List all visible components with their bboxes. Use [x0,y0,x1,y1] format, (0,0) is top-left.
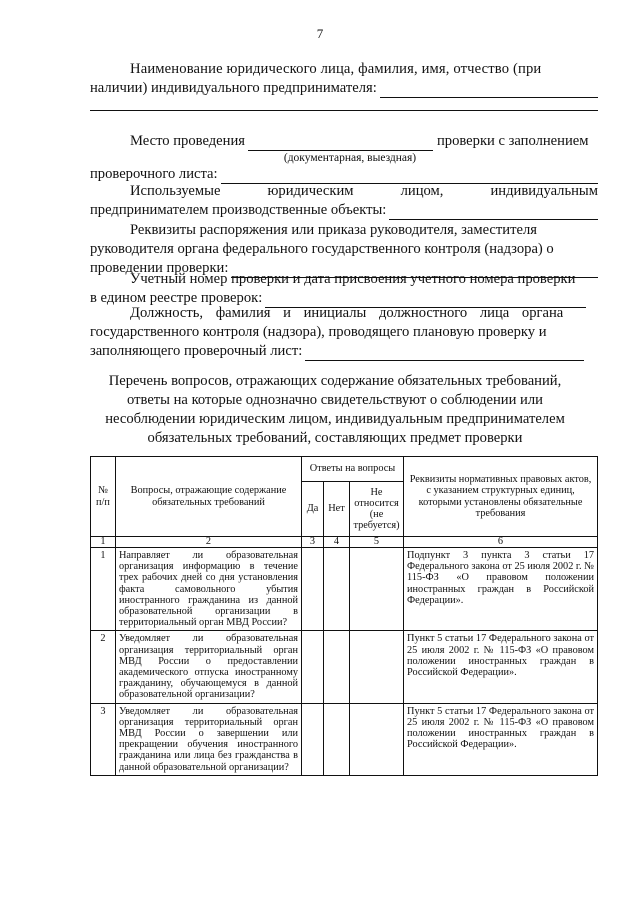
order-line3: проведении проверки: [90,259,598,278]
row-number: 2 [91,631,116,703]
entity-name-field-continuation[interactable] [90,98,598,111]
table-header-row [91,457,598,482]
column-index-row: 1 2 3 4 5 6 [91,537,598,548]
header-not-applicable: Не относится (не требуется) [350,482,404,537]
official-line3: заполняющего проверочный лист: [90,342,598,361]
answer-na-cell[interactable] [350,548,404,631]
order-line1: Реквизиты распоряжения или приказа руководителя, заместителя [130,222,537,238]
entity-name-label-line1 [90,60,598,79]
entity-name-label: Наименование юридического лица, фамилия, имя, отчество (при [130,61,542,77]
answer-yes-cell[interactable] [302,548,324,631]
row-requisite: Пункт 5 статьи 17 Федерального закона от 25 июля 2002 г. № 115-ФЗ «О правовом положении иностранных граждан в Российской Федерации». [404,703,598,775]
entity-name-field[interactable] [380,83,598,98]
objects-field[interactable] [389,205,598,220]
record-line1: Учетный номер проверки и дата присвоения учетного номера проверки [130,271,576,287]
answer-yes-cell[interactable] [302,631,324,703]
header-no: Нет [324,482,350,537]
venue-field[interactable] [248,136,433,151]
page-number: 7 [316,26,324,41]
header-questions: Вопросы, отражающие содержание обязательных требований [116,457,302,537]
header-num: № п/п [91,457,116,537]
header-requisites: Реквизиты нормативных правовых актов, с указанием структурных единиц, которыми установлены обязательные требования [404,457,598,537]
row-number: 1 [91,548,116,631]
venue-caption: (документарная, выездная) [283,152,417,164]
answer-na-cell[interactable] [350,703,404,775]
row-question: Направляет ли образовательная организация информацию в течение трех рабочих дней со дня установления факта самовольного убытия иностранного гражданина из данной образовательной организации в территориальный орган МВД России? [116,548,302,631]
official-line1: Должность, фамилия и инициалы должностного лица органа [130,305,564,321]
official-field[interactable] [305,346,584,361]
table-row [91,631,598,703]
venue-block [90,132,598,184]
entity-name-block [90,60,598,111]
answer-na-cell[interactable] [350,631,404,703]
record-block [90,270,598,308]
checklist-title: Перечень вопросов, отражающих содержание обязательных требований, ответы на которые однозначно свидетельствуют о соблюдении или несоблюдении юридическим лицом, индивидуальным предпринимателем обязательных требований, составляющих предмет проверки [105,373,565,446]
answer-no-cell[interactable] [324,631,350,703]
answer-yes-cell[interactable] [302,703,324,775]
header-yes: Да [302,482,324,537]
row-number: 3 [91,703,116,775]
official-block [90,304,598,361]
official-line2: государственного контроля (надзора), проводящего плановую проверку и [90,324,547,340]
entity-name-line2: наличии) индивидуального предпринимателя: [90,79,598,98]
row-question: Уведомляет ли образовательная организация территориальный орган МВД России о завершении или прекращении обучения иностранного гражданина или лица без гражданства в данной образовательной организации? [116,703,302,775]
answer-no-cell[interactable] [324,703,350,775]
objects-block [90,182,598,220]
answer-no-cell[interactable] [324,548,350,631]
checklist-field-line: проверочного листа: [90,165,598,184]
table-row [91,548,598,631]
row-question: Уведомляет ли образовательная организация территориальный орган МВД России о предоставлении академического отпуска иностранному гражданину, обучающемуся в данной образовательной организации? [116,631,302,703]
table-row [91,703,598,775]
order-line2: руководителя органа федерального государственного контроля (надзора) о [90,241,554,257]
checklist-table [90,456,598,776]
objects-line1: Используемые юридическим лицом, индивидуальным [130,183,598,199]
record-line2: в едином реестре проверок: [90,289,598,308]
header-answers: Ответы на вопросы [302,457,404,482]
row-requisite: Пункт 5 статьи 17 Федерального закона от 25 июля 2002 г. № 115-ФЗ «О правовом положении иностранных граждан в Российской Федерации». [404,631,598,703]
row-requisite: Подпункт 3 пункта 3 статьи 17 Федерального закона от 25 июля 2002 г. № 115-ФЗ «О правовом положении иностранных граждан в Российской Федерации». [404,548,598,631]
venue-line: Место проведения проверки с заполнением [130,133,589,149]
objects-line2: предпринимателем производственные объекты: [90,201,598,220]
